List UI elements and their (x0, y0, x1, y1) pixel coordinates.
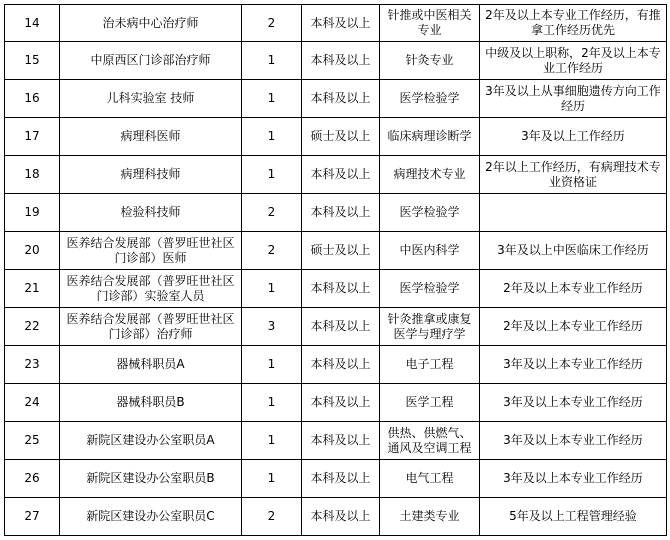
row-number: 14 (5, 5, 60, 42)
education-requirement: 本科及以上 (302, 80, 380, 118)
position-name: 中原西区门诊部治疗师 (60, 42, 242, 80)
major-requirement: 医学检验学 (380, 270, 480, 308)
education-requirement: 硕士及以上 (302, 232, 380, 270)
position-name: 新院区建设办公室职员B (60, 460, 242, 498)
row-number: 19 (5, 194, 60, 232)
major-requirement: 医学检验学 (380, 80, 480, 118)
education-requirement: 本科及以上 (302, 194, 380, 232)
education-requirement: 本科及以上 (302, 460, 380, 498)
table-row (5, 384, 667, 422)
row-number: 24 (5, 384, 60, 422)
position-name: 检验科技师 (60, 194, 242, 232)
major-requirement: 针推或中医相关专业 (380, 5, 480, 42)
row-number: 23 (5, 346, 60, 384)
education-requirement: 本科及以上 (302, 156, 380, 194)
education-requirement: 本科及以上 (302, 422, 380, 460)
major-requirement: 医学检验学 (380, 194, 480, 232)
education-requirement: 本科及以上 (302, 42, 380, 80)
other-requirement: 2年及以上本专业工作经历 (480, 270, 667, 308)
headcount: 1 (242, 346, 302, 384)
major-requirement: 电气工程 (380, 460, 480, 498)
education-requirement: 本科及以上 (302, 384, 380, 422)
headcount: 1 (242, 384, 302, 422)
position-name: 治未病中心治疗师 (60, 5, 242, 42)
other-requirement: 2年及以上本专业工作经历，有推拿工作经历优先 (480, 5, 667, 42)
headcount: 2 (242, 194, 302, 232)
headcount: 1 (242, 80, 302, 118)
recruitment-table-container (4, 4, 667, 536)
major-requirement: 供热、供燃气、通风及空调工程 (380, 422, 480, 460)
position-name: 医养结合发展部（普罗旺世社区门诊部）实验室人员 (60, 270, 242, 308)
position-name: 医养结合发展部（普罗旺世社区门诊部）治疗师 (60, 308, 242, 346)
table-row (5, 80, 667, 118)
table-row (5, 118, 667, 156)
row-number: 18 (5, 156, 60, 194)
row-number: 15 (5, 42, 60, 80)
other-requirement (480, 194, 667, 232)
headcount: 1 (242, 118, 302, 156)
major-requirement: 医学工程 (380, 384, 480, 422)
education-requirement: 本科及以上 (302, 346, 380, 384)
other-requirement: 3年及以上本专业工作经历 (480, 460, 667, 498)
other-requirement: 3年及以上从事细胞遗传方向工作经历 (480, 80, 667, 118)
table-row (5, 232, 667, 270)
position-name: 儿科实验室 技师 (60, 80, 242, 118)
major-requirement: 中医内科学 (380, 232, 480, 270)
row-number: 25 (5, 422, 60, 460)
headcount: 1 (242, 422, 302, 460)
headcount: 1 (242, 460, 302, 498)
headcount: 2 (242, 232, 302, 270)
education-requirement: 本科及以上 (302, 308, 380, 346)
other-requirement: 3年及以上工作经历 (480, 118, 667, 156)
other-requirement: 3年及以上本专业工作经历 (480, 346, 667, 384)
education-requirement: 硕士及以上 (302, 118, 380, 156)
major-requirement: 病理技术专业 (380, 156, 480, 194)
position-name: 新院区建设办公室职员C (60, 498, 242, 536)
table-row (5, 422, 667, 460)
table-row (5, 270, 667, 308)
other-requirement: 2年以上工作经历，有病理技术专业资格证 (480, 156, 667, 194)
row-number: 26 (5, 460, 60, 498)
major-requirement: 临床病理诊断学 (380, 118, 480, 156)
other-requirement: 中级及以上职称，2年及以上本专业工作经历 (480, 42, 667, 80)
other-requirement: 3年及以上本专业工作经历 (480, 422, 667, 460)
education-requirement: 本科及以上 (302, 270, 380, 308)
recruitment-table (4, 4, 667, 536)
other-requirement: 3年及以上本专业工作经历 (480, 384, 667, 422)
major-requirement: 针灸专业 (380, 42, 480, 80)
row-number: 20 (5, 232, 60, 270)
position-name: 器械科职员A (60, 346, 242, 384)
headcount: 2 (242, 5, 302, 42)
row-number: 17 (5, 118, 60, 156)
position-name: 器械科职员B (60, 384, 242, 422)
position-name: 病理科医师 (60, 118, 242, 156)
row-number: 22 (5, 308, 60, 346)
table-row (5, 5, 667, 42)
education-requirement: 本科及以上 (302, 5, 380, 42)
row-number: 27 (5, 498, 60, 536)
major-requirement: 针灸推拿或康复医学与理疗学 (380, 308, 480, 346)
table-row (5, 498, 667, 536)
education-requirement: 本科及以上 (302, 498, 380, 536)
headcount: 3 (242, 308, 302, 346)
position-name: 医养结合发展部（普罗旺世社区门诊部）医师 (60, 232, 242, 270)
position-name: 病理科技师 (60, 156, 242, 194)
headcount: 2 (242, 498, 302, 536)
table-row (5, 460, 667, 498)
row-number: 16 (5, 80, 60, 118)
table-row (5, 42, 667, 80)
table-row (5, 156, 667, 194)
other-requirement: 2年及以上本专业工作经历 (480, 308, 667, 346)
major-requirement: 土建类专业 (380, 498, 480, 536)
row-number: 21 (5, 270, 60, 308)
major-requirement: 电子工程 (380, 346, 480, 384)
other-requirement: 5年及以上工程管理经验 (480, 498, 667, 536)
table-row (5, 308, 667, 346)
table-row (5, 346, 667, 384)
position-name: 新院区建设办公室职员A (60, 422, 242, 460)
headcount: 1 (242, 156, 302, 194)
table-row (5, 194, 667, 232)
other-requirement: 3年及以上中医临床工作经历 (480, 232, 667, 270)
headcount: 1 (242, 42, 302, 80)
headcount: 1 (242, 270, 302, 308)
